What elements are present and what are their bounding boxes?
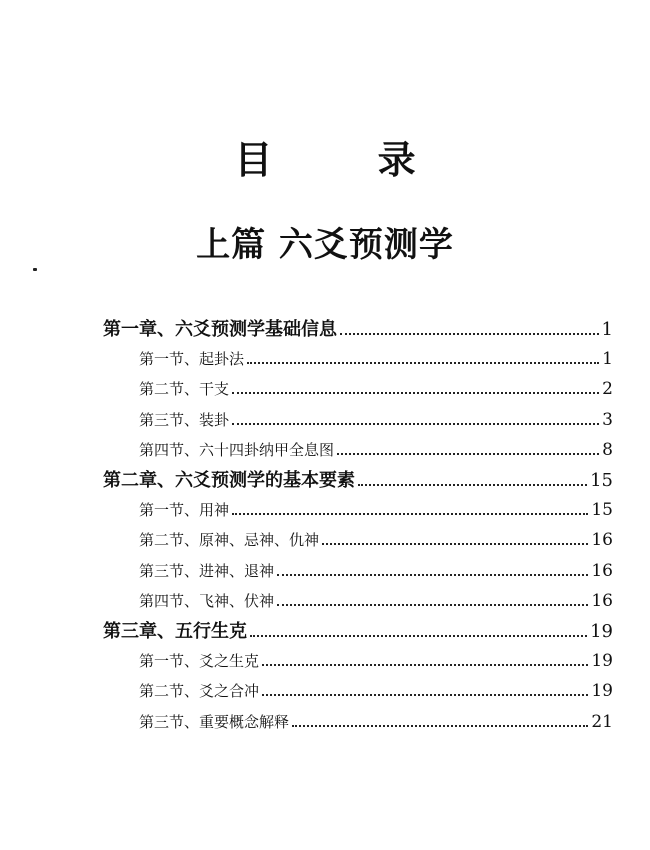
toc-page-number: 16 bbox=[591, 530, 613, 551]
toc-chapter-entry bbox=[103, 318, 613, 342]
toc-dot-leader bbox=[232, 423, 599, 425]
toc-section-entry bbox=[139, 529, 613, 551]
toc-section-entry bbox=[139, 378, 613, 400]
scan-speck bbox=[33, 268, 37, 271]
toc-section-entry bbox=[139, 680, 613, 702]
toc-dot-leader bbox=[262, 694, 588, 696]
toc-section-entry bbox=[139, 348, 613, 370]
toc-page-number: 16 bbox=[591, 560, 613, 581]
toc-entry-label: 第三节、装卦 bbox=[139, 410, 230, 429]
toc-chapter-entry bbox=[103, 620, 613, 644]
toc-entry-label: 第四节、六十四卦纳甲全息图 bbox=[139, 440, 335, 459]
toc-dot-leader bbox=[337, 453, 599, 455]
toc-dot-leader bbox=[232, 392, 599, 394]
toc-page-number: 15 bbox=[590, 470, 613, 491]
toc-page-number: 19 bbox=[591, 651, 613, 672]
toc-dot-leader bbox=[262, 664, 588, 666]
toc-page-number: 19 bbox=[590, 621, 613, 642]
toc-dot-leader bbox=[247, 362, 599, 364]
toc-section-entry bbox=[139, 499, 613, 521]
toc-entry-label: 第二节、爻之合冲 bbox=[139, 682, 260, 701]
toc-section-entry bbox=[139, 650, 613, 672]
toc-entry-label: 第一节、爻之生克 bbox=[139, 652, 260, 671]
toc-dot-leader bbox=[340, 333, 599, 335]
toc-dot-leader bbox=[232, 513, 588, 515]
toc-entry-label: 第三章、五行生克 bbox=[103, 621, 247, 642]
toc-entry-label: 第二节、原神、忌神、仇神 bbox=[139, 531, 320, 550]
toc-section-entry bbox=[139, 560, 613, 582]
toc-dot-leader bbox=[250, 635, 587, 637]
part-title: 上篇 六爻预测学 bbox=[196, 225, 454, 265]
page-title: 目 录 bbox=[234, 138, 462, 182]
toc-section-entry bbox=[139, 439, 613, 461]
toc-section-entry bbox=[139, 711, 613, 733]
toc-dot-leader bbox=[277, 604, 588, 606]
toc-dot-leader bbox=[277, 574, 588, 576]
toc-entry-label: 第三节、重要概念解释 bbox=[139, 712, 290, 731]
toc-entry-label: 第一节、起卦法 bbox=[139, 350, 245, 369]
toc-dot-leader bbox=[292, 725, 588, 727]
toc-section-entry bbox=[139, 590, 613, 612]
toc-dot-leader bbox=[358, 484, 587, 486]
toc-page-number: 19 bbox=[591, 681, 613, 702]
toc-entry-label: 第二章、六爻预测学的基本要素 bbox=[103, 470, 355, 491]
toc-entry-label: 第四节、飞神、伏神 bbox=[139, 591, 275, 610]
toc-dot-leader bbox=[322, 543, 588, 545]
toc-page-number: 2 bbox=[602, 379, 613, 400]
toc-page-number: 3 bbox=[602, 409, 613, 430]
toc-entry-label: 第二节、干支 bbox=[139, 380, 230, 399]
toc-page-number: 15 bbox=[591, 500, 613, 521]
toc-page-number: 16 bbox=[591, 590, 613, 611]
toc-entry-label: 第三节、进神、退神 bbox=[139, 561, 275, 580]
toc-chapter-entry bbox=[103, 469, 613, 493]
toc-entry-label: 第一节、用神 bbox=[139, 501, 230, 520]
toc-entry-label: 第一章、六爻预测学基础信息 bbox=[103, 319, 337, 340]
toc-section-entry bbox=[139, 409, 613, 431]
toc-page-number: 8 bbox=[602, 439, 613, 460]
toc-page-number: 1 bbox=[601, 319, 613, 340]
toc-page-number: 1 bbox=[602, 349, 613, 370]
toc-page-number: 21 bbox=[591, 711, 613, 732]
